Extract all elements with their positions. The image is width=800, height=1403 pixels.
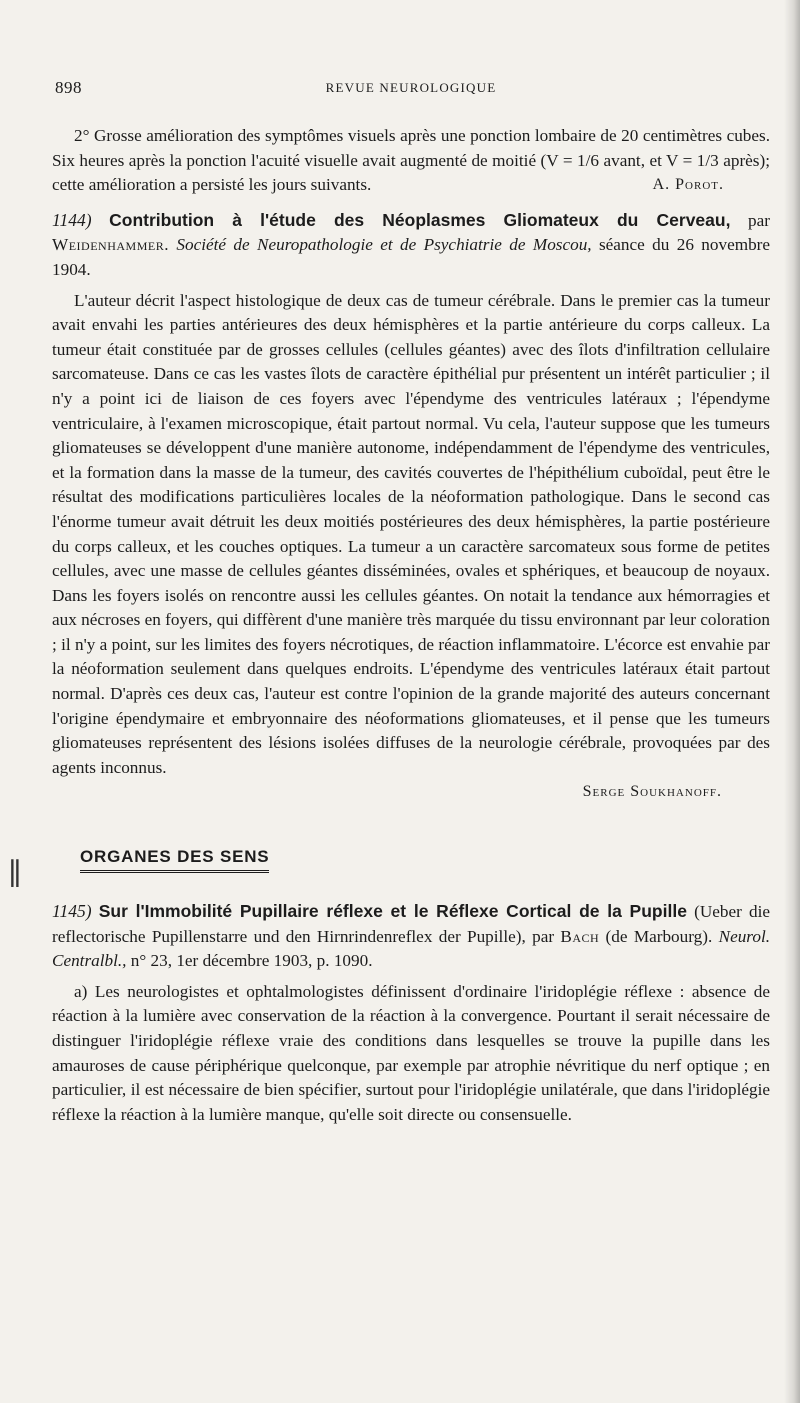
entry-1145-citation: n° 23, 1er décembre 1903, p. 1090.	[130, 951, 373, 971]
entry-1144-author: Weidenhammer.	[52, 235, 170, 255]
entry-1145-affiliation: (de Marbourg).	[605, 926, 713, 946]
entry-1145-journal: Neurol. Centralbl.,	[52, 926, 771, 971]
entry-1144-heading	[52, 208, 770, 283]
entry-1145-number: 1145)	[52, 901, 92, 922]
page-body	[52, 78, 770, 1127]
page-edge-shadow	[784, 0, 800, 1403]
running-head	[52, 78, 770, 102]
entry-1144-by: par	[748, 210, 770, 230]
entry-1145-body: a) Les neurologistes et ophtalmologistes définissent d'ordinaire l'iridoplégie réflexe : absence de réaction à la lumière avec conservation de la réaction à la convergence. Pourtant il serait nécessaire de distinguer l'iridoplégie réflexe vraie des conditions dans lesquelles se trouve la pupille dans les amauroses de cause périphérique quelconque, par exemple par atrophie névritique du nerf optique ; en particulier, il est nécessaire de bien spécifier, surtout pour l'iridoplégie unilatérale, que dans l'iridoplégie réflexe la réaction à la lumière manque, qu'elle soit directe ou consensuelle.	[52, 981, 770, 1124]
entry-1145-by: par	[532, 926, 555, 946]
intro-signature: A. Porot.	[652, 176, 724, 194]
journal-title: REVUE NEUROLOGIQUE	[325, 80, 497, 95]
entry-1144-source: Société de Neuropathologie et de Psychiatrie de Moscou,	[176, 235, 592, 255]
entry-1144-number: 1144)	[52, 209, 92, 230]
entry-1145-heading	[52, 899, 770, 974]
page-number: 898	[55, 78, 82, 97]
entry-1145-original-title: (Ueber die reflectorische Pupillenstarre und den Hirnrindenreflex der Pupille),	[52, 902, 770, 946]
entry-1144-signature: Serge Soukhanoff.	[582, 783, 722, 801]
entry-1144-date: séance du 26 novembre 1904.	[52, 235, 771, 279]
entry-1144-title: Contribution à l'étude des Néoplasmes Gliomateux du Cerveau,	[109, 209, 731, 230]
margin-annotation-mark: ∥	[8, 858, 22, 891]
entry-1145-title: Sur l'Immobilité Pupillaire réflexe et le Réflexe Cortical de la Pupille	[98, 901, 687, 922]
entry-1144-body: L'auteur décrit l'aspect histologique de deux cas de tumeur cérébrale. Dans le premier cas la tumeur avait envahi les parties antérieures des deux hémisphères et la partie antérieure du corps calleux. La tumeur était constituée par de grosses cellules (cellules géantes) avec des îlots d'infiltration cellulaire sarcomateuse. Dans ce cas les vastes îlots de caractère épithélial pur présentent un intérêt particulier ; il n'y a point ici de liaison de ces foyers avec l'épendyme des ventricules latéraux ; l'épendyme ventriculaire, à l'examen microscopique, était partout normal. Vu cela, l'auteur suppose que les tumeurs gliomateuses se développent d'une manière autonome, indépendamment de l'épendyme des ventricules, et la formation dans la masse de la tumeur, des cavités couvertes de l'hépithélium cuboïdal, peut être le résultat des modifications particulières locales de la néoformation pathologique. Dans le second cas l'énorme tumeur avait détruit les deux moitiés postérieures des deux hémisphères, la partie postérieure du corps calleux, et les couches optiques. La tumeur a un caractère sarcomateux sous forme de petites cellules, avec une masse de cellules géantes disséminées, ovales et sphériques, et beaucoup de noyaux. Dans les foyers isolés on rencontre aussi les cellules géantes. On notait la tendance aux hémorragies et aux nécroses en foyers, qui diffèrent d'une manière très marquée du tissu environnant par leur coloration ; il n'y a point, sur les limites des foyers nécrotiques, de réaction inflammatoire. L'écorce est envahie par la néoformation seulement dans quelques endroits. L'épendyme des ventricules latéraux était partout normal. D'après ces deux cas, l'auteur est contre l'opinion de la grande majorité des auteurs concernant l'origine épendymaire et embryonnaire des néoformations gliomateuses, et il pense que les tumeurs gliomateuses représentent des lésions isolées diffuses de la neurologie cérébrale, provoquées par des agents inconnus.	[52, 290, 770, 777]
entry-1145-author: Bach	[560, 926, 600, 946]
section-heading: ORGANES DES SENS	[80, 847, 269, 873]
intro-paragraph: 2° Grosse amélioration des symptômes visuels après une ponction lombaire de 20 centimètres cubes. Six heures après la ponction l'acuité visuelle avait augmenté de moitié (V = 1/6 avant, et V = 1/3 après); cette amélioration a persisté les jours suivants.	[52, 126, 770, 195]
